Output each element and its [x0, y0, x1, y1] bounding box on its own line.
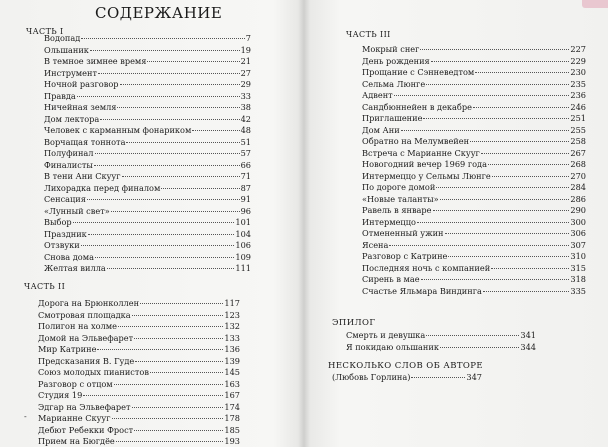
entry-title: Ничейная земля	[44, 102, 117, 112]
toc-entry	[44, 102, 251, 114]
leader-dots	[114, 384, 224, 385]
entry-title: Последняя ночь с компанией	[362, 262, 491, 273]
entry-page: 284	[570, 182, 586, 192]
leader-dots	[132, 407, 224, 408]
entry-title: Дом Ани	[362, 124, 400, 135]
entry-page: 335	[570, 285, 586, 296]
entry-page: 227	[570, 44, 586, 54]
entry-page: 133	[224, 332, 240, 343]
toc-entry	[346, 330, 536, 342]
toc-entry	[44, 160, 251, 172]
entry-page: 101	[235, 217, 251, 227]
entry-title: «Лунный свет»	[44, 205, 110, 216]
leader-dots	[161, 188, 239, 189]
entry-title: Отзвуки	[44, 240, 80, 250]
entry-page: 167	[224, 390, 240, 400]
entry-title: День рождения	[362, 55, 430, 66]
toc-entry	[362, 263, 586, 275]
leader-dots	[112, 418, 224, 419]
entry-title: Сельма Люнге	[362, 78, 426, 89]
leader-dots	[100, 119, 239, 120]
toc-entry	[44, 240, 251, 252]
entry-title: Дебют Ребекки Фрост	[38, 424, 134, 435]
leader-dots	[426, 84, 569, 85]
epilogue-title: ЭПИЛОГ	[332, 318, 376, 328]
leader-dots	[140, 303, 223, 304]
entry-title: Ольшаник	[44, 44, 89, 55]
entry-title: Сирень в мае	[362, 274, 420, 284]
leader-dots	[448, 256, 569, 257]
entry-title: Домой на Эльвефарет	[38, 332, 134, 343]
entry-title: Обратно на Мелумвейен	[362, 136, 470, 146]
entry-page: 163	[224, 378, 240, 389]
entry-page: 258	[570, 136, 586, 146]
epilogue-list	[346, 330, 536, 353]
leader-dots	[118, 326, 223, 327]
entry-title: Смотровая площадка	[38, 309, 131, 320]
entry-page: 174	[224, 401, 240, 412]
entry-title: Отмененный ужин	[362, 228, 444, 238]
part-3-list	[362, 44, 586, 297]
entry-title: Смерть и девушка	[346, 330, 426, 340]
toc-entry	[44, 33, 251, 45]
entry-page: 246	[570, 101, 586, 112]
leader-dots	[417, 222, 569, 223]
entry-page: 38	[240, 102, 251, 112]
leader-dots	[192, 130, 239, 131]
entry-page: 341	[520, 330, 536, 340]
entry-title: Студия 19	[38, 390, 83, 400]
entry-page: 251	[570, 113, 586, 123]
entry-title: Выбор	[44, 217, 72, 227]
toc-entry	[332, 372, 482, 384]
leader-dots	[122, 176, 240, 177]
toc-entry	[362, 194, 586, 206]
toc-entry	[362, 286, 586, 298]
toc-entry	[44, 194, 251, 206]
entry-page: 306	[570, 228, 586, 238]
entry-title: Дом лектора	[44, 113, 100, 124]
entry-page: 29	[240, 79, 251, 89]
leader-dots	[120, 84, 240, 85]
entry-page: 193	[224, 436, 240, 446]
toc-entry	[38, 390, 240, 402]
toc-entry	[362, 205, 586, 217]
entry-page: 96	[240, 205, 251, 216]
leader-dots	[88, 234, 235, 235]
entry-title: Равель в январе	[362, 205, 432, 215]
leader-dots	[111, 211, 240, 212]
entry-page: 91	[240, 194, 251, 204]
right-page	[306, 0, 608, 447]
pen-mark: -	[24, 412, 27, 421]
entry-page: 178	[224, 413, 240, 423]
leader-dots	[481, 153, 570, 154]
author-note-title: НЕСКОЛЬКО СЛОВ ОБ АВТОРЕ	[328, 361, 484, 371]
part-2-list	[38, 298, 240, 447]
toc-entry	[44, 217, 251, 229]
entry-page: 71	[240, 171, 251, 181]
entry-page: 268	[570, 159, 586, 169]
entry-title: Эдгар на Эльвефарет	[38, 401, 131, 412]
leader-dots	[394, 95, 570, 96]
toc-entry	[44, 91, 251, 103]
leader-dots	[433, 210, 570, 211]
entry-title: Прием на Бюгдёе	[38, 436, 115, 446]
entry-title: Счастье Яльмара Виндинга	[362, 285, 482, 296]
toc-heading: СОДЕРЖАНИЕ	[95, 4, 223, 22]
leader-dots	[135, 361, 223, 362]
entry-page: 57	[240, 148, 251, 158]
entry-title: Инструмент	[44, 67, 97, 78]
toc-entry	[44, 171, 251, 183]
toc-entry	[44, 79, 251, 91]
leader-dots	[94, 165, 240, 166]
leader-dots	[431, 61, 570, 62]
toc-entry	[362, 102, 586, 114]
leader-dots	[470, 141, 569, 142]
entry-title: Приглашение	[362, 113, 423, 123]
toc-entry	[362, 113, 586, 125]
leader-dots	[132, 315, 224, 316]
leader-dots	[95, 153, 240, 154]
entry-title: В темное зимнее время	[44, 56, 147, 66]
toc-entry	[44, 148, 251, 160]
entry-page: 111	[235, 263, 251, 273]
entry-title: Я покидаю ольшаник	[346, 341, 439, 352]
page-edge-tab	[582, 0, 608, 8]
entry-page: 290	[570, 205, 586, 215]
leader-dots	[95, 257, 234, 258]
toc-entry	[44, 56, 251, 68]
entry-title: Прощание с Сэнневедтом	[362, 67, 475, 77]
leader-dots	[436, 187, 569, 188]
entry-title: Сандбюннейен в декабре	[362, 101, 472, 112]
entry-page: 87	[240, 182, 251, 193]
toc-entry	[362, 44, 586, 56]
toc-entry	[362, 240, 586, 252]
toc-entry	[44, 252, 251, 264]
entry-title: Ночной разговор	[44, 79, 119, 89]
entry-title: Разговор с Катрине	[362, 251, 448, 261]
entry-title: Снова дома	[44, 251, 94, 262]
toc-entry	[38, 367, 240, 379]
toc-entry	[362, 67, 586, 79]
entry-page: 286	[570, 193, 586, 204]
toc-entry	[362, 56, 586, 68]
leader-dots	[483, 291, 569, 292]
entry-page: 145	[224, 367, 240, 377]
leader-dots	[440, 347, 519, 348]
leader-dots	[83, 395, 223, 396]
entry-page: 230	[570, 67, 586, 77]
toc-entry	[44, 183, 251, 195]
toc-entry	[44, 137, 251, 149]
entry-title: «Новые таланты»	[362, 193, 439, 204]
toc-entry	[38, 379, 240, 391]
leader-dots	[411, 377, 465, 378]
toc-entry	[44, 114, 251, 126]
leader-dots	[98, 73, 240, 74]
entry-page: 123	[224, 309, 240, 320]
entry-title: По дороге домой	[362, 182, 436, 192]
leader-dots	[421, 279, 570, 280]
leader-dots	[73, 222, 235, 223]
toc-entry	[38, 298, 240, 310]
toc-entry	[44, 68, 251, 80]
entry-page: 318	[570, 274, 586, 284]
leader-dots	[116, 441, 224, 442]
part-2-title: ЧАСТЬ II	[24, 282, 66, 291]
leader-dots	[440, 199, 570, 200]
entry-page: 42	[240, 113, 251, 124]
entry-title: Праздник	[44, 228, 87, 239]
entry-page: 307	[570, 239, 586, 250]
entry-title: Марианне Скууг	[38, 413, 111, 423]
entry-title: Полигон на холме	[38, 321, 117, 331]
leader-dots	[150, 372, 223, 373]
toc-entry	[362, 79, 586, 91]
entry-page: 21	[240, 56, 251, 66]
entry-title: Водопад	[44, 33, 81, 43]
toc-entry	[362, 251, 586, 263]
entry-page: 344	[520, 341, 536, 352]
leader-dots	[401, 130, 570, 131]
entry-title: Адвент	[362, 90, 393, 100]
leader-dots	[488, 164, 569, 165]
toc-entry	[362, 148, 586, 160]
leader-dots	[107, 268, 235, 269]
toc-entry	[44, 125, 251, 137]
part-1-list	[44, 33, 251, 275]
entry-page: 132	[224, 321, 240, 331]
leader-dots	[445, 233, 570, 234]
toc-entry	[38, 425, 240, 437]
leader-dots	[491, 268, 569, 269]
toc-entry	[362, 90, 586, 102]
toc-entry	[38, 344, 240, 356]
entry-title: Встреча с Марианне Скууг	[362, 147, 480, 158]
entry-page: 235	[570, 78, 586, 89]
leader-dots	[423, 118, 569, 119]
entry-page: 27	[240, 67, 251, 78]
entry-title: Интермеццо	[362, 216, 416, 227]
entry-title: Мокрый снег	[362, 44, 420, 54]
entry-title: Лихорадка перед финалом	[44, 182, 161, 193]
toc-entry	[346, 342, 536, 354]
entry-page: 347	[466, 372, 482, 382]
leader-dots	[426, 335, 519, 336]
entry-title: Мир Катрине	[38, 344, 97, 354]
toc-entry	[44, 229, 251, 241]
toc-entry	[38, 321, 240, 333]
entry-title: Союз молодых пианистов	[38, 367, 149, 377]
leader-dots	[134, 430, 223, 431]
toc-entry	[38, 333, 240, 345]
toc-entry	[362, 217, 586, 229]
entry-page: 315	[570, 262, 586, 273]
entry-page: 106	[235, 240, 251, 250]
entry-title: Предсказания В. Гуде	[38, 355, 135, 366]
toc-entry	[362, 159, 586, 171]
toc-entry	[362, 125, 586, 137]
leader-dots	[420, 49, 569, 50]
toc-entry	[38, 356, 240, 368]
toc-entry	[362, 171, 586, 183]
entry-title: Финалисты	[44, 159, 93, 170]
toc-entry	[38, 402, 240, 414]
toc-entry	[362, 228, 586, 240]
toc-entry	[362, 274, 586, 286]
entry-page: 48	[240, 125, 251, 135]
entry-page: 117	[224, 298, 240, 308]
part-3-title: ЧАСТЬ III	[346, 30, 391, 39]
toc-entry	[44, 206, 251, 218]
leader-dots	[473, 107, 569, 108]
entry-title: Ворчащая тоннота	[44, 136, 126, 147]
author-note-list	[332, 372, 482, 384]
entry-page: 104	[235, 228, 251, 239]
toc-entry	[38, 413, 240, 425]
entry-page: 19	[240, 44, 251, 55]
leader-dots	[126, 142, 239, 143]
entry-page: 310	[570, 251, 586, 261]
entry-title: Желтая вилла	[44, 263, 106, 273]
entry-page: 270	[570, 170, 586, 181]
left-page	[0, 0, 300, 447]
entry-title: Интермеццо у Сельмы Люнге	[362, 170, 491, 181]
entry-page: 136	[224, 344, 240, 354]
toc-entry	[38, 436, 240, 447]
entry-page: 229	[570, 55, 586, 66]
leader-dots	[97, 349, 223, 350]
entry-title: Человек с карманным фонариком	[44, 125, 192, 135]
entry-title: В тени Ани Скууг	[44, 171, 121, 181]
entry-title: Ясена	[362, 239, 389, 250]
entry-title: Полуфинал	[44, 148, 94, 158]
entry-page: 33	[240, 90, 251, 101]
leader-dots	[492, 176, 570, 177]
entry-page: 300	[570, 216, 586, 227]
entry-title: Правда	[44, 90, 76, 101]
toc-entry	[362, 136, 586, 148]
leader-dots	[147, 61, 239, 62]
entry-page: 255	[570, 124, 586, 135]
leader-dots	[475, 72, 569, 73]
leader-dots	[87, 199, 240, 200]
leader-dots	[117, 107, 239, 108]
entry-title: Разговор с отцом	[38, 378, 113, 389]
entry-title: Дорога на Брюнколлен	[38, 298, 140, 308]
entry-page: 66	[240, 159, 251, 170]
leader-dots	[81, 38, 244, 39]
entry-title: Сенсация	[44, 194, 86, 204]
entry-page: 109	[235, 251, 251, 262]
toc-entry	[362, 182, 586, 194]
entry-page: 267	[570, 147, 586, 158]
toc-entry	[38, 310, 240, 322]
entry-page: 236	[570, 90, 586, 100]
entry-page: 185	[224, 424, 240, 435]
entry-page: 7	[245, 33, 251, 43]
entry-title: (Любовь Горлина)	[332, 372, 411, 382]
leader-dots	[389, 245, 569, 246]
entry-page: 139	[224, 355, 240, 366]
entry-page: 51	[240, 136, 251, 147]
toc-entry	[44, 263, 251, 275]
part-1-title: ЧАСТЬ I	[26, 27, 64, 36]
leader-dots	[90, 50, 240, 51]
toc-entry	[44, 45, 251, 57]
leader-dots	[134, 338, 223, 339]
leader-dots	[77, 96, 240, 97]
entry-title: Новогодний вечер 1969 года	[362, 159, 487, 169]
leader-dots	[81, 245, 235, 246]
